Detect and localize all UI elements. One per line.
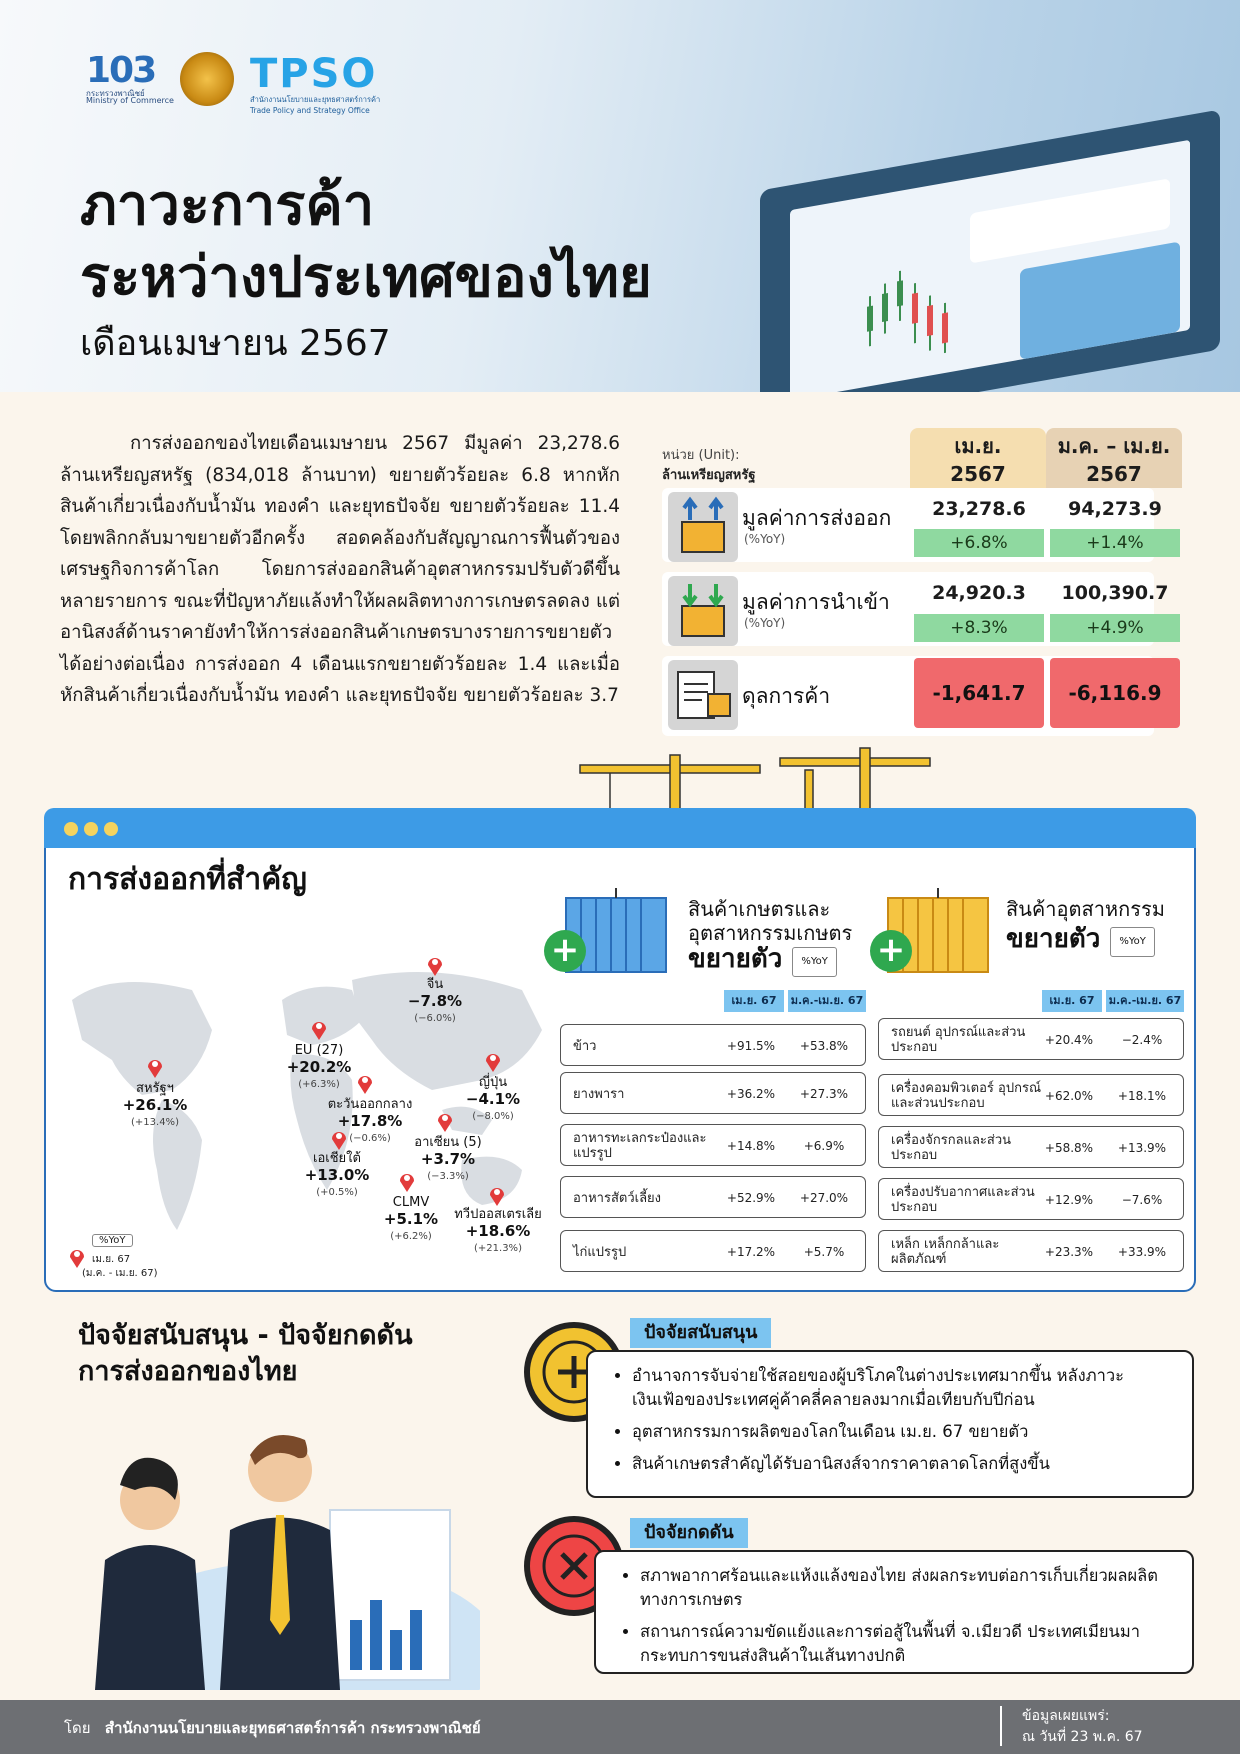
region-japan-ytd: (−8.0%) <box>472 1111 514 1122</box>
region-usa-value: +26.1% <box>122 1096 188 1114</box>
ind-item-apr: +62.0% <box>1044 1089 1094 1103</box>
export-value-ytd: 94,273.9 <box>1068 498 1162 520</box>
ind-item-ytd: +13.9% <box>1117 1141 1167 1155</box>
col-header-ytd-l1: ม.ค. – เม.ย. <box>1057 434 1171 458</box>
tpso-logo <box>250 51 410 115</box>
footer-published-label: ข้อมูลเผยแพร่: <box>1022 1708 1110 1724</box>
region-clmv-value: +5.1% <box>383 1210 439 1228</box>
support-box <box>586 1350 1194 1498</box>
page-title-line2: ระหว่างประเทศของไทย <box>80 245 652 310</box>
balance-label: ดุลการค้า <box>742 684 831 708</box>
agri-item-ytd: +6.9% <box>803 1139 845 1153</box>
page-title-line1: ภาวะการค้า <box>80 173 375 238</box>
agri-col-apr: เม.ย. 67 <box>724 990 784 1012</box>
agri-row-processed-chicken <box>560 1230 866 1272</box>
laptop-screen <box>790 140 1190 392</box>
region-eu <box>284 1042 354 1093</box>
region-south-asia-ytd: (+0.5%) <box>316 1187 358 1198</box>
agri-item-apr: +52.9% <box>726 1191 776 1205</box>
footer-by <box>64 1716 481 1740</box>
region-usa <box>120 1080 190 1131</box>
candlestick-icon <box>860 247 980 378</box>
tpso-name-en: Trade Policy and Strategy Office <box>250 106 370 115</box>
legend-yoy-tag: %YoY <box>92 1234 133 1247</box>
agri-title-line2: อุตสาหกรรมเกษตร <box>688 921 853 945</box>
import-growth-ytd: +4.9% <box>1050 614 1180 642</box>
export-icon <box>668 492 738 562</box>
region-china-ytd: (−6.0%) <box>414 1013 456 1024</box>
region-australia-value: +18.6% <box>465 1222 531 1240</box>
footer-org: สำนักงานนโยบายและยุทธศาสตร์การค้า กระทรวงพาณิชย์ <box>104 1719 481 1737</box>
region-asean5-value: +3.7% <box>420 1150 476 1168</box>
ind-item-ytd: +18.1% <box>1117 1089 1167 1103</box>
ind-item-name: เครื่องจักรกลและส่วนประกอบ <box>891 1133 1012 1163</box>
window-dot-icon <box>64 822 78 836</box>
import-yoy-label: (%YoY) <box>744 616 786 630</box>
region-middle-east-name: ตะวันออกกลาง <box>327 1097 413 1112</box>
ind-row-machinery <box>878 1126 1184 1168</box>
balance-value-apr: -1,641.7 <box>914 658 1044 728</box>
export-growth-ytd: +1.4% <box>1050 529 1180 557</box>
ministry-seal-icon <box>180 52 234 106</box>
region-south-asia-value: +13.0% <box>304 1166 370 1184</box>
region-asean5-ytd: (−3.3%) <box>427 1171 469 1182</box>
region-australia-name: ทวีปออสเตรเลีย <box>454 1207 542 1222</box>
agri-item-name: อาหารทะเลกระป๋องและแปรรูป <box>573 1131 707 1161</box>
pressure-tag: ปัจจัยกดดัน <box>630 1518 748 1548</box>
region-clmv <box>376 1194 446 1245</box>
region-clmv-name: CLMV <box>392 1195 430 1210</box>
support-item: • อุตสาหกรรมการผลิตของโลกในเดือน เม.ย. 67 ขยายตัว <box>632 1420 1172 1444</box>
region-australia <box>448 1206 548 1257</box>
growth-chart-icon <box>1020 241 1180 359</box>
agri-row-canned-seafood <box>560 1124 866 1166</box>
ind-item-ytd: +33.9% <box>1117 1245 1167 1259</box>
agri-growth-heading <box>688 946 837 977</box>
laptop-illustration <box>760 109 1220 392</box>
map-pin-asean5 <box>436 1110 454 1136</box>
region-china-value: −7.8% <box>407 992 463 1010</box>
region-middle-east-value: +17.8% <box>337 1112 403 1130</box>
agri-yoy-tag: %YoY <box>792 947 837 977</box>
region-clmv-ytd: (+6.2%) <box>390 1231 432 1242</box>
legend-ytd: (ม.ค. - เม.ย. 67) <box>82 1268 158 1279</box>
plus-icon: + <box>544 930 586 972</box>
footer-published-date: ณ วันที่ 23 พ.ค. 67 <box>1022 1729 1143 1745</box>
unit-label: หน่วย (Unit): <box>662 448 740 463</box>
ind-item-name: รถยนต์ อุปกรณ์และส่วนประกอบ <box>891 1025 1026 1055</box>
factors-title-line2: การส่งออกของไทย <box>78 1356 298 1387</box>
region-asean5 <box>408 1134 488 1185</box>
key-exports-titlebar <box>44 808 1196 848</box>
region-usa-name: สหรัฐฯ <box>136 1081 174 1096</box>
map-pin-middle-east <box>356 1072 374 1098</box>
export-label: มูลค่าการส่งออก <box>742 506 892 530</box>
region-china <box>400 976 470 1027</box>
col-header-apr-l2: 2567 <box>950 462 1006 486</box>
agri-item-name: ยางพารา <box>573 1086 625 1102</box>
ind-growth-big: ขยายตัว <box>1006 924 1101 954</box>
agri-item-ytd: +5.7% <box>803 1245 845 1259</box>
region-asean5-name: อาเซียน (5) <box>414 1135 482 1150</box>
business-people-illustration <box>40 1390 480 1690</box>
agri-item-ytd: +53.8% <box>799 1039 849 1053</box>
import-icon <box>668 576 738 646</box>
intro-text: การส่งออกของไทยเดือนเมษายน 2567 มีมูลค่า 23,278.6 ล้านเหรียญสหรัฐ (834,018 ล้านบาท) ขยายตัวร้อยละ 6.8 หากหักสินค้าเกี่ยวเนื่องกับน้ำมัน ทองคำ และยุทธปัจจัย ขยายตัวร้อยละ 11.4 โดยพลิกกลับมาขยายตัวอีกครั้ง สอดคล้องกับสัญญาณการฟื้นตัวของเศรษฐกิจการค้าโลก โดยการส่งออกสินค้าอุตสาหกรรมปรับตัวดีขึ้นหลายรายการ ขณะที่ปัญหาภัยแล้งทำให้ผลผลิตทางการเกษตรลดลง แต่อานิสงส์ด้านราคายังทำให้การส่งออกสินค้าเกษตรบางรายการขยายตัวได้อย่างต่อเนื่อง การส่งออก 4 เดือนแรกขยายตัวร้อยละ 1.4 และเมื่อหักสินค้าเกี่ยวเนื่องกับน้ำมัน ทองคำ และยุทธปัจจัย ขยายตัวร้อยละ 3.7 <box>60 433 620 706</box>
ind-row-automobiles <box>878 1018 1184 1060</box>
logo-103-org: กระทรวงพาณิชย์ <box>86 89 145 98</box>
tpso-name-th: สำนักงานนโยบายและยุทธศาสตร์การค้า <box>250 95 381 104</box>
ind-col-apr: เม.ย. 67 <box>1042 990 1102 1012</box>
ind-col-ytd: ม.ค.-เม.ย. 67 <box>1106 990 1184 1012</box>
ind-title-line1: สินค้าอุตสาหกรรม <box>1006 897 1165 921</box>
ind-item-name: เหล็ก เหล็กกล้าและผลิตภัณฑ์ <box>891 1237 1000 1267</box>
ind-item-apr: +58.8% <box>1044 1141 1094 1155</box>
ind-yoy-tag: %YoY <box>1110 927 1155 957</box>
footer-by-label: โดย <box>64 1719 91 1737</box>
region-japan-name: ญี่ปุ่น <box>478 1075 508 1090</box>
ind-item-name: เครื่องคอมพิวเตอร์ อุปกรณ์และส่วนประกอบ <box>891 1081 1042 1111</box>
window-dot-icon <box>84 822 98 836</box>
agri-item-ytd: +27.0% <box>799 1191 849 1205</box>
export-yoy-label: (%YoY) <box>744 532 786 546</box>
agri-growth-big: ขยายตัว <box>688 944 783 974</box>
import-value-ytd: 100,390.7 <box>1061 582 1169 604</box>
col-header-apr-l1: เม.ย. <box>954 434 1002 458</box>
ind-row-air-conditioners <box>878 1178 1184 1220</box>
region-eu-ytd: (+6.3%) <box>298 1079 340 1090</box>
unit-value: ล้านเหรียญสหรัฐ <box>662 468 756 483</box>
footer-divider <box>1000 1706 1002 1746</box>
window-dot-icon <box>104 822 118 836</box>
legend-apr: เม.ย. 67 <box>92 1254 131 1265</box>
region-japan-value: −4.1% <box>465 1090 521 1108</box>
key-exports-title: การส่งออกที่สำคัญ <box>68 862 307 897</box>
map-pin-eu <box>310 1018 328 1044</box>
import-growth-apr: +8.3% <box>914 614 1044 642</box>
export-growth-apr: +6.8% <box>914 529 1044 557</box>
region-japan <box>458 1074 528 1125</box>
region-south-asia <box>302 1150 372 1201</box>
region-south-asia-name: เอเชียใต้ <box>313 1151 361 1166</box>
ind-growth-heading <box>1006 926 1155 957</box>
support-item: • อำนาจการจับจ่ายใช้สอยของผู้บริโภคในต่างประเทศมากขึ้น หลังภาวะเงินเฟ้อของประเทศคู่ค้าคลี่คลายลงมากเมื่อเทียบกับปีก่อน <box>632 1364 1172 1412</box>
ind-row-steel <box>878 1230 1184 1272</box>
import-label: มูลค่าการนำเข้า <box>742 590 890 614</box>
export-value-apr: 23,278.6 <box>932 498 1026 520</box>
support-item: • สินค้าเกษตรสำคัญได้รับอานิสงส์จากราคาตลาดโลกที่สูงขึ้น <box>632 1452 1172 1476</box>
import-value-apr: 24,920.3 <box>932 582 1026 604</box>
agri-item-apr: +36.2% <box>726 1087 776 1101</box>
pressure-item: • สภาพอากาศร้อนและแห้งแล้งของไทย ส่งผลกระทบต่อการเก็บเกี่ยวผลผลิตทางการเกษตร <box>640 1564 1172 1612</box>
factors-title-line1: ปัจจัยสนับสนุน - ปัจจัยกดดัน <box>78 1320 413 1351</box>
pressure-box <box>594 1550 1194 1674</box>
ind-item-apr: +12.9% <box>1044 1193 1094 1207</box>
col-header-ytd <box>1046 428 1182 488</box>
ind-row-computers <box>878 1074 1184 1116</box>
page-subtitle: เดือนเมษายน 2567 <box>80 323 391 364</box>
agri-item-name: ไก่แปรรูป <box>573 1244 627 1260</box>
intro-paragraph <box>60 428 620 712</box>
ind-item-apr: +20.4% <box>1044 1033 1094 1047</box>
logo-103-org-en: Ministry of Commerce <box>86 96 174 105</box>
agri-item-apr: +17.2% <box>726 1245 776 1259</box>
header-banner <box>0 0 1240 392</box>
pressure-item: • สถานการณ์ความขัดแย้งและการต่อสู้ในพื้นที่ จ.เมียวดี ประเทศเมียนมา กระทบการขนส่งสินค้าในเส้นทางปกติ <box>640 1620 1172 1668</box>
ministry-103-logo <box>86 50 174 105</box>
col-header-apr <box>910 428 1046 488</box>
agri-item-name: ข้าว <box>573 1038 597 1054</box>
agri-row-pet-food <box>560 1176 866 1218</box>
ind-item-apr: +23.3% <box>1044 1245 1094 1259</box>
col-header-ytd-l2: 2567 <box>1086 462 1142 486</box>
agri-item-ytd: +27.3% <box>799 1087 849 1101</box>
agri-item-apr: +14.8% <box>726 1139 776 1153</box>
map-pin-usa <box>146 1056 164 1082</box>
region-australia-ytd: (+21.3%) <box>474 1243 522 1254</box>
region-eu-value: +20.2% <box>286 1058 352 1076</box>
agri-col-ytd: ม.ค.-เม.ย. 67 <box>788 990 866 1012</box>
region-middle-east-ytd: (−0.6%) <box>349 1133 391 1144</box>
tpso-wordmark: TPSO <box>250 51 378 97</box>
factors-title <box>78 1318 413 1390</box>
balance-value-ytd: -6,116.9 <box>1050 658 1180 728</box>
agri-title-line1: สินค้าเกษตรและ <box>688 897 831 921</box>
logo-103-number: 103 <box>86 50 156 91</box>
region-usa-ytd: (+13.4%) <box>131 1117 179 1128</box>
agri-item-name: อาหารสัตว์เลี้ยง <box>573 1190 662 1206</box>
ind-item-name: เครื่องปรับอากาศและส่วนประกอบ <box>891 1185 1035 1215</box>
agri-item-apr: +91.5% <box>726 1039 776 1053</box>
support-tag: ปัจจัยสนับสนุน <box>630 1318 771 1348</box>
region-eu-name: EU (27) <box>294 1043 344 1058</box>
plus-icon: + <box>870 930 912 972</box>
ind-item-ytd: −7.6% <box>1121 1193 1163 1207</box>
ind-item-ytd: −2.4% <box>1121 1033 1163 1047</box>
agri-row-rice <box>560 1024 866 1066</box>
balance-icon <box>668 660 738 730</box>
map-pin-japan <box>484 1050 502 1076</box>
agri-row-rubber <box>560 1072 866 1114</box>
region-china-name: จีน <box>426 977 444 992</box>
